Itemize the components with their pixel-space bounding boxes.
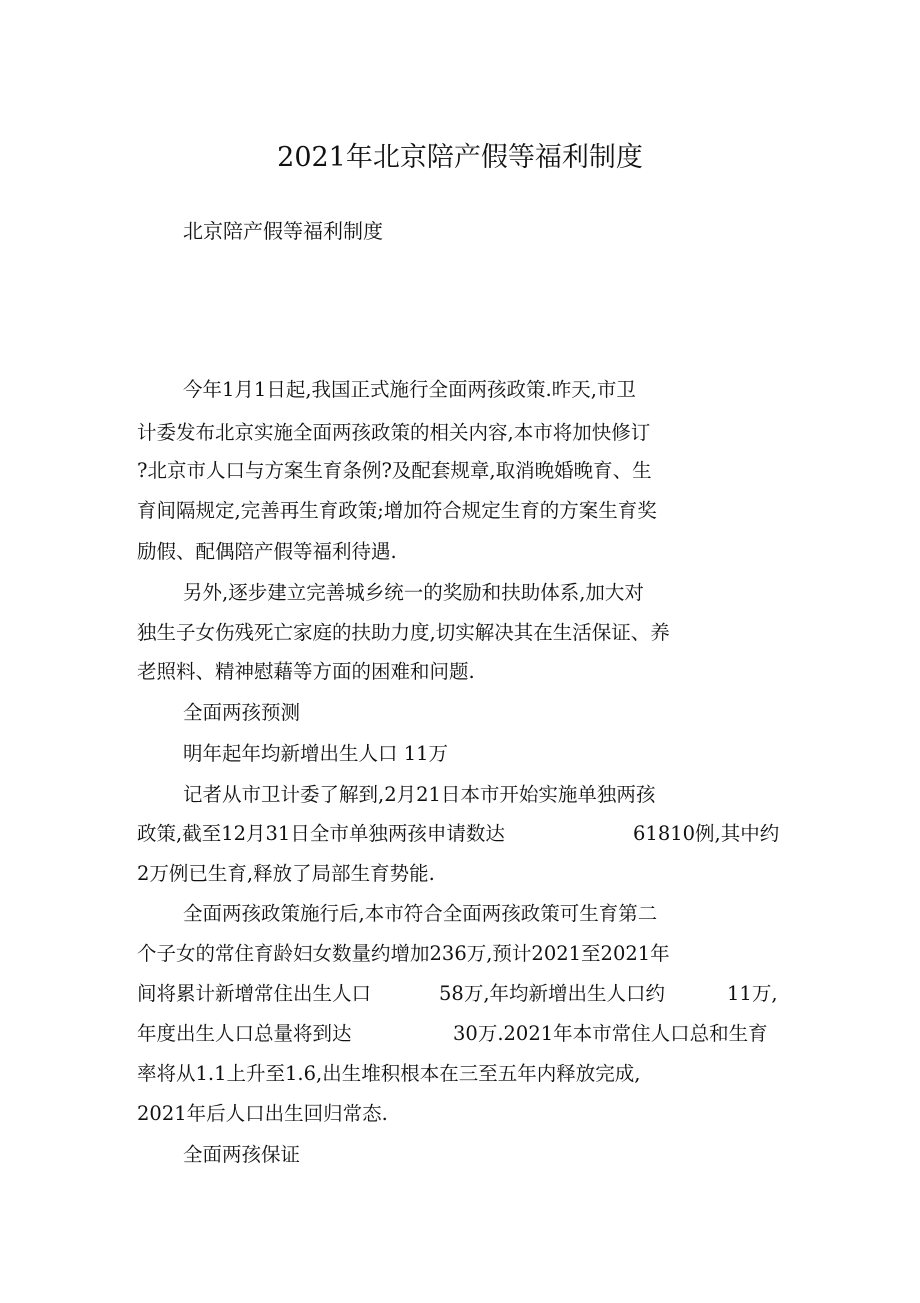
section-heading: 全面两孩预测: [183, 701, 301, 724]
paragraph-line: 2021年后人口出生回归常态.: [137, 1102, 388, 1125]
paragraph-line-segment: 政策,截至12月31日全市单独两孩申请数达: [137, 822, 505, 845]
paragraph-line: 今年1月1日起,我国正式施行全面两孩政策.昨天,市卫: [183, 378, 636, 401]
paragraph-line: 全面两孩政策施行后,本市符合全面两孩政策可生育第二: [183, 902, 658, 925]
paragraph-line: 计委发布北京实施全面两孩政策的相关内容,本市将加快修订: [137, 421, 651, 444]
paragraph-line: [137, 978, 787, 1010]
paragraph-line: 老照料、精神慰藉等方面的困难和问题.: [137, 660, 475, 683]
paragraph-line: 个子女的常住育龄妇女数量约增加236万,预计2021至2021年: [137, 942, 670, 965]
paragraph-line-segment: 间将累计新增常住出生人口: [137, 982, 372, 1005]
paragraph-line: 率将从1.1上升至1.6,出生堆积根本在三至五年内释放完成,: [137, 1062, 641, 1085]
document-subtitle: 北京陪产假等福利制度: [183, 219, 383, 243]
document-title: 2021年北京陪产假等福利制度: [277, 142, 643, 173]
section-heading: 全面两孩保证: [183, 1143, 301, 1166]
paragraph-line-segment: 30万.2021年本市常住人口总和生育: [453, 1022, 768, 1045]
paragraph-line: 记者从市卫计委了解到,2月21日本市开始实施单独两孩: [183, 783, 656, 806]
paragraph-line-segment: 61810例,其中约: [633, 822, 780, 845]
paragraph-line: 2万例已生育,释放了局部生育势能.: [137, 862, 435, 885]
section-subheading: 明年起年均新增出生人口 11万: [183, 742, 449, 765]
paragraph-line: 另外,逐步建立完善城乡统一的奖励和扶助体系,加大对: [183, 581, 644, 604]
paragraph-line: ?北京市人口与方案生育条例?及配套规章,取消晚婚晚育、生: [137, 459, 652, 482]
paragraph-line-segment: 58万,年均新增出生人口约: [439, 982, 666, 1005]
paragraph-line: 独生子女伤残死亡家庭的扶助力度,切实解决其在生活保证、养: [137, 621, 670, 644]
paragraph-line: [137, 1018, 787, 1050]
paragraph-line: 育间隔规定,完善再生育政策;增加符合规定生育的方案生育奖: [137, 499, 657, 522]
paragraph-line: 励假、配偶陪产假等福利待遇.: [137, 540, 397, 563]
paragraph-line-segment: 年度出生人口总量将到达: [137, 1022, 352, 1045]
paragraph-line: [137, 818, 787, 850]
paragraph-line-segment: 11万,: [727, 982, 778, 1005]
